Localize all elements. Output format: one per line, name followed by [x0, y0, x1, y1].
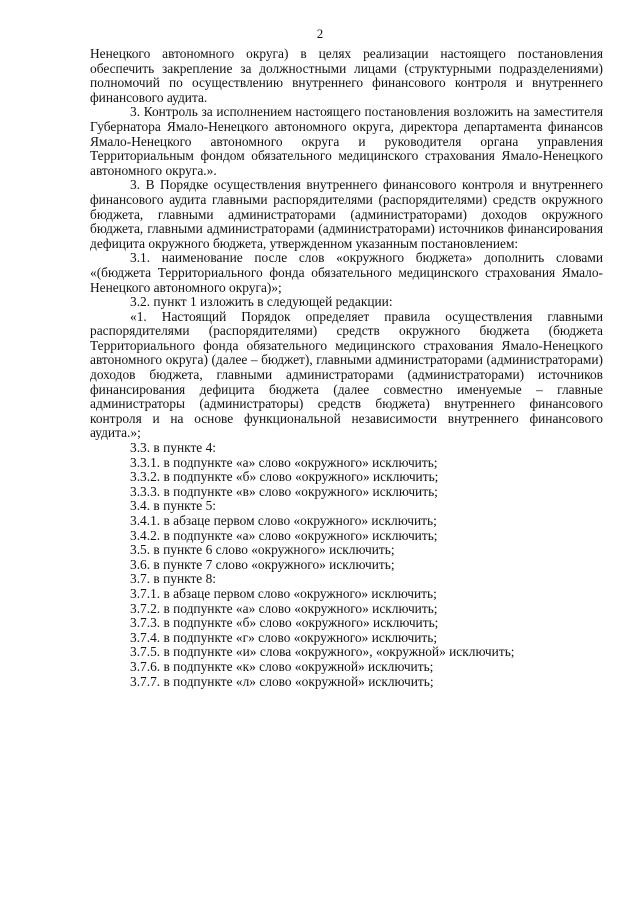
paragraph-amendment-3: 3. В Порядке осуществления внутреннего финансового контроля и внутреннего финансового аудита главными распорядителями (распорядителями) средств окружного бюджета, главными администраторами (администраторами) доходов окружного бюджета, главными администраторами (администраторами) источников финансирования дефицита окружного бюджета, утвержденном указанным постановлением: — [90, 177, 603, 251]
paragraph-amendment-3-2: 3.2. пункт 1 изложить в следующей редакции: — [130, 294, 393, 310]
list-item: 3.3.2. в подпункте «б» слово «окружного» исключить; — [130, 469, 439, 485]
list-item: 3.7.5. в подпункте «и» слова «окружного», «окружной» исключить; — [130, 644, 515, 660]
paragraph-new-point-1: «1. Настоящий Порядок определяет правила осуществления главными распорядителями (распорядителями) средств окружного бюджета (бюджета Территориального фонда обязательного медицинского страхования Ямало-Ненецкого автономного округа) (далее – бюджет), главными администраторами (администраторами) доходов бюджета, главными администраторами (администраторами) источников финансирования дефицита бюджета (далее совместно именуемые – главные администраторы (администраторы) средств бюджета) внутреннего финансового контроля и на основе функциональной независимости внутреннего финансового аудита.»; — [90, 308, 603, 441]
paragraph-continuation: Ненецкого автономного округа) в целях реализации настоящего постановления обеспечить закрепление за должностными лицами (структурными подразделениями) полномочий по осуществлению внутреннего финансового контроля и внутреннего финансового аудита. — [90, 46, 603, 105]
list-item: 3.7.2. в подпункте «а» слово «окружного» исключить; — [130, 600, 438, 616]
list-item: 3.3. в пункте 4: — [130, 440, 217, 456]
list-item: 3.6. в пункте 7 слово «окружного» исключить; — [130, 556, 395, 572]
list-item: 3.7. в пункте 8: — [130, 571, 217, 587]
list-item: 3.4.2. в подпункте «а» слово «окружного» исключить; — [130, 527, 438, 543]
page-number: 2 — [316, 26, 324, 41]
list-item: 3.7.3. в подпункте «б» слово «окружного» исключить; — [130, 615, 439, 631]
list-item: 3.5. в пункте 6 слово «окружного» исключить; — [130, 542, 395, 558]
list-item: 3.4.1. в абзаце первом слово «окружного» исключить; — [130, 513, 437, 528]
list-item: 3.7.1. в абзаце первом слово «окружного» исключить; — [130, 585, 437, 601]
document-body — [90, 47, 603, 689]
list-item: 3.7.6. в подпункте «к» слово «окружной» исключить; — [130, 658, 434, 674]
paragraph-amendment-3-1: 3.1. наименование после слов «окружного бюджета» дополнить словами «(бюджета Территориального фонда обязательного медицинского страхования Ямало-Ненецкого автономного округа)»; — [90, 250, 603, 295]
list-item: 3.3.1. в подпункте «а» слово «окружного» исключить; — [130, 454, 438, 470]
list-item: 3.3.3. в подпункте «в» слово «окружного» исключить; — [130, 483, 438, 499]
list-item: 3.4. в пункте 5: — [130, 498, 217, 514]
list-item: 3.7.7. в подпункте «л» слово «окружной» исключить; — [130, 673, 434, 689]
paragraph-control-clause: 3. Контроль за исполнением настоящего постановления возложить на заместителя Губернатора Ямало-Ненецкого автономного округа, директора департамента финансов Ямало-Ненецкого автономного округа и руководителя органа управления Территориальным фондом обязательного медицинского страхования Ямало-Ненецкого автономного округа.». — [90, 104, 603, 178]
list-item: 3.7.4. в подпункте «г» слово «окружного» исключить; — [130, 629, 438, 645]
